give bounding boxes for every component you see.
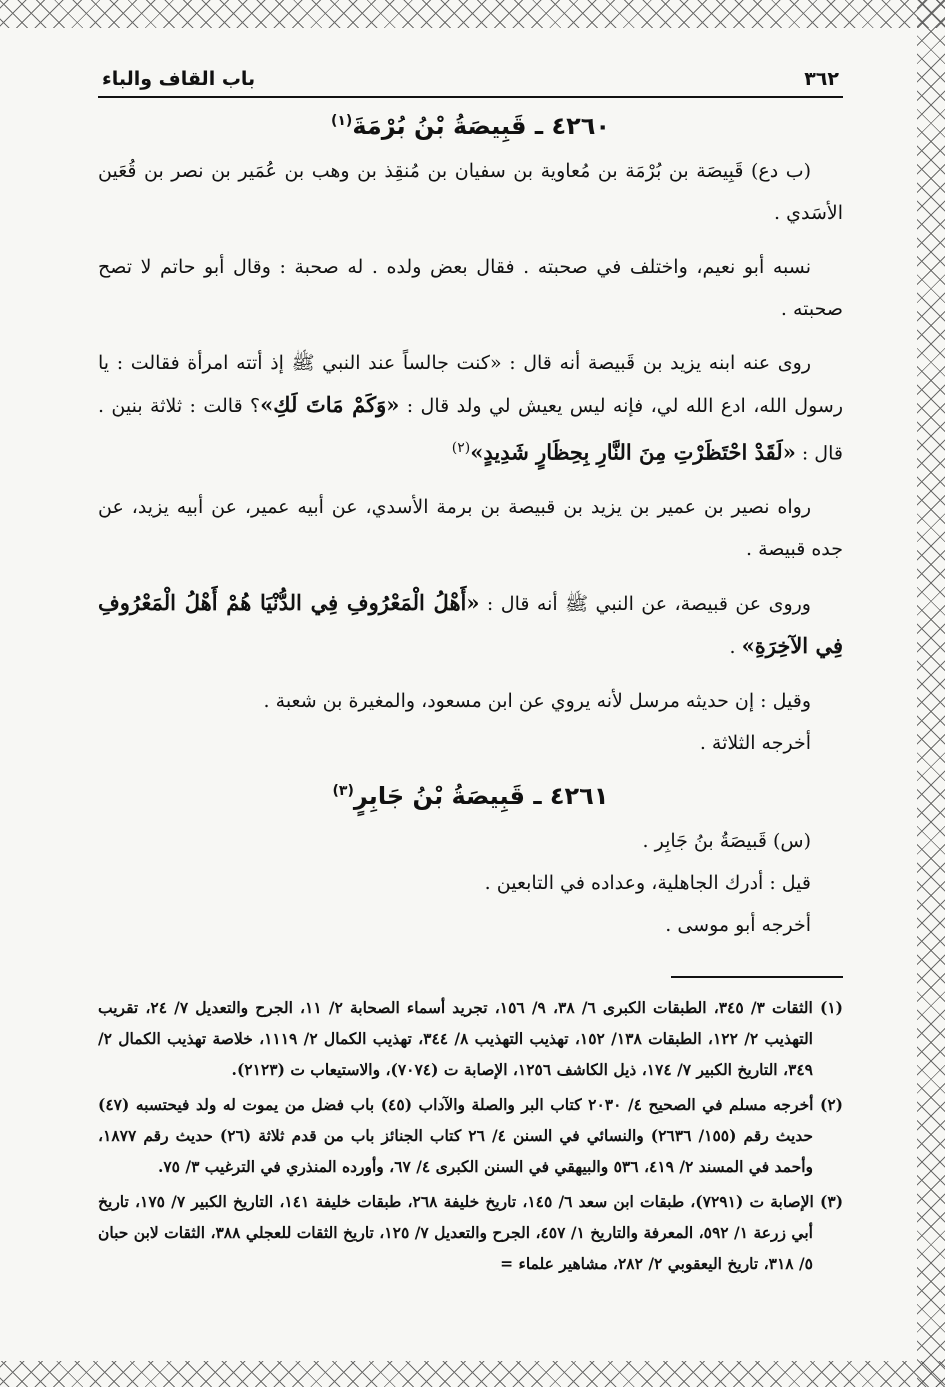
footnote-separator [671, 976, 843, 978]
running-header [98, 68, 843, 98]
paragraph: وقيل : إن حديثه مرسل لأنه يروي عن ابن مسعود، والمغيرة بن شعبة . [263, 690, 811, 713]
paragraph-hadith [98, 582, 843, 668]
paragraph: أخرجه أبو موسى . [665, 914, 811, 937]
footnote: (١) الثقات ٣/ ٣٤٥، الطبقات الكبرى ٦/ ٣٨، ٩/ ١٥٦، تجريد أسماء الصحابة ٢/ ١١، الجرح والتعديل ٧/ ٢٤، تقريب التهذيب ٢/ ١٢٢، الطبقات ١٣٨/ ١٥٢، تهذيب التهذيب ٨/ ٣٤٤، تهذيب الكمال ٢/ ١١١٩، خلاصة تهذيب الكمال ٢/ ٣٤٩، التاريخ الكبير ٧/ ١٧٤، ذيل الكاشف ١٢٥٦، الإصابة ت (٧٠٧٤)، والاستيعاب ت (٢١٢٣). [98, 998, 843, 1080]
paragraph: قيل : أدرك الجاهلية، وعداده في التابعين . [484, 872, 811, 895]
footnote-ref: (٣) [332, 783, 354, 800]
decorative-border-right [917, 0, 945, 1387]
quote-run: «وَكَمْ مَاتَ لَكِ» [260, 392, 400, 417]
entry-title-text: ٤٢٦٠ ـ قَبِيصَةُ بْنُ بُرْمَةَ [352, 112, 611, 140]
text-run: روى عنه ابنه يزيد بن قَبيصة أنه قال : «كنت جالساً عند النبي ﷺ إذ أتته امرأة فقالت : يا رسول الله، ادع الله لي، فإنه ليس يعيش لي ولد قال : [98, 352, 844, 417]
paragraph-hadith [98, 342, 843, 474]
footnote-ref: (١) [330, 113, 353, 129]
paragraph: (س) قَبيصَةُ بنُ جَابِر . [642, 830, 811, 853]
paragraph: نسبه أبو نعيم، واختلف في صحبته . فقال بعض ولده . له صحبة : وقال أبو حاتم لا تصح صحبته . [98, 256, 843, 320]
text-run: . [729, 636, 742, 659]
page-number: ٣٦٢ [804, 68, 839, 90]
entry-title-4261 [98, 782, 843, 810]
entry-title-text: ٤٢٦١ ـ قَبِيصَةُ بْنُ جَابِرٍ [353, 782, 609, 811]
paragraph: رواه نصير بن عمير بن يزيد بن قبيصة بن برمة الأسدي، عن أبيه عمير، عن أبيه يزيد، عن جده قبيصة . [98, 496, 843, 561]
quote-run: «أَهْلُ الْمَعْرُوفِ فِي الدُّنْيَا هُمْ أَهْلُ الْمَعْرُوفِ فِي الآخِرَةِ» [98, 590, 843, 659]
paragraph: أخرجه الثلاثة . [699, 732, 811, 755]
footnote: (٢) أخرجه مسلم في الصحيح ٤/ ٢٠٣٠ كتاب البر والصلة والآداب (٤٥) باب فضل من يموت له ولد فيحتسبه (٤٧) حديث رقم (١٥٥/ ٢٦٣٦) والنسائي في السنن ٤/ ٢٦ كتاب الجنائز باب من قدم ثلاثة (٢٦) حديث رقم ١٨٧٧، وأحمد في المسند ٢/ ٤١٩، ٥٣٦ والبيهقي في السنن الكبرى ٤/ ٦٧، وأورده المنذري في الترغيب ٣/ ٧٥. [98, 1095, 843, 1177]
decorative-border-top [0, 0, 945, 28]
quote-run: «لَقَدْ احْتَظَرْتِ مِنَ النَّارِ بِحِظَارٍ شَدِيدٍ» [470, 439, 796, 465]
paragraph: (ب دع) قَبِيصَة بن بُرْمَة بن مُعاوية بن سفيان بن مُنقِذ بن وهب بن عُمَير بن نصر بن قُعَين الأسَدي . [98, 160, 843, 224]
entry-title-4260 [98, 112, 843, 140]
decorative-border-bottom [0, 1361, 945, 1387]
footnote-separator-wrap [98, 958, 843, 992]
footnote: (٣) الإصابة ت (٧٢٩١)، طبقات ابن سعد ٦/ ١٤٥، تاريخ خليفة ٢٦٨، طبقات خليفة ١٤١، التاريخ الكبير ٧/ ١٧٥، تاريخ أبي زرعة ١/ ٥٩٢، المعرفة والتاريخ ١/ ٤٥٧، الجرح والتعديل ٧/ ١٢٥، تاريخ الثقات للعجلي ٣٨٨، الثقات لابن حبان ٥/ ٣١٨، تاريخ اليعقوبي ٢/ ٢٨٢، مشاهير علماء = [98, 1192, 844, 1274]
text-run: ؟ قالت : ثلاثة بنين . قال : [98, 395, 843, 465]
page-body [98, 68, 843, 1283]
running-title: باب القاف والباء [102, 68, 256, 90]
footnote-ref: (٢) [451, 440, 471, 456]
text-run: وروى عن قبيصة، عن النبي ﷺ أنه قال : [479, 593, 811, 616]
